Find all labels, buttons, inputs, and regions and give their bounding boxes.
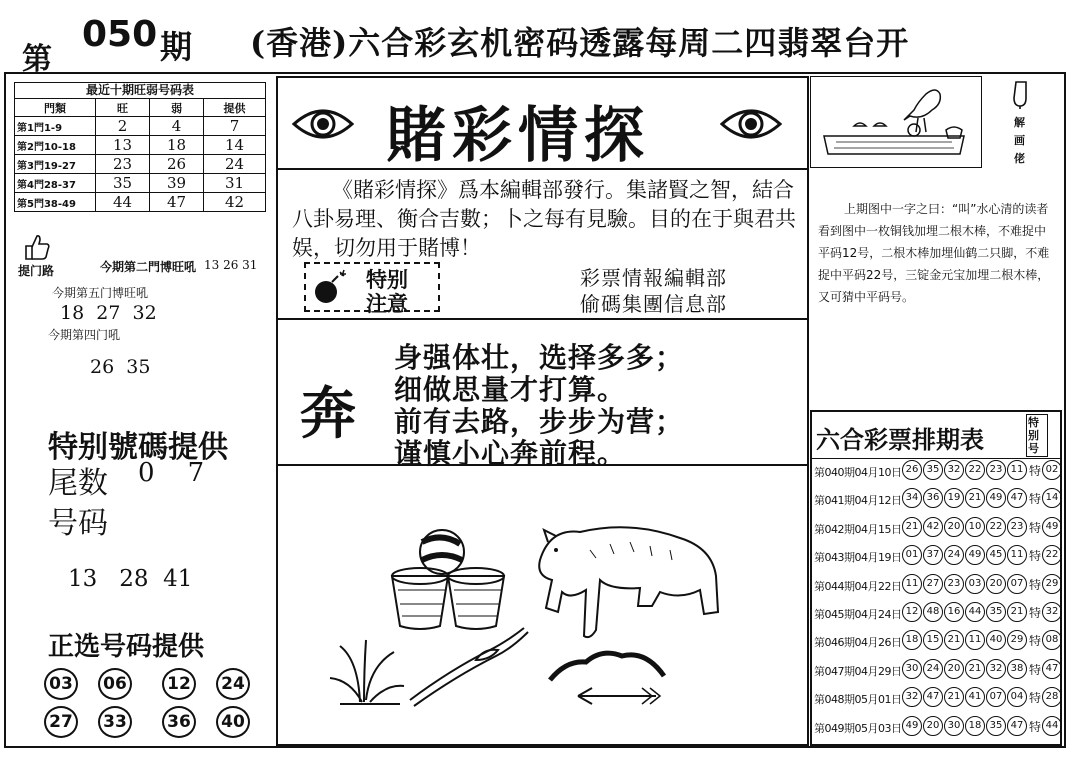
pick-number: 36 xyxy=(162,706,196,738)
table-row: 第5門38-49 44 47 42 xyxy=(15,193,266,212)
schedule-divider xyxy=(810,458,1062,459)
schedule-number: 38 xyxy=(1007,659,1027,679)
riddle-text: 上期图中一字之曰：“叫”水心清的读者看到图中一枚铜钱加埋二根木棒，不难捉中平码12号，二根木棒加埋仙鹤二只脚，不难捉中平码22号，三锭金元宝加埋二根木棒，又可猜中平码号。 xyxy=(818,202,1050,304)
tip-line-1-label: 今期第二門博旺吼 xyxy=(100,260,197,274)
schedule-number: 18 xyxy=(965,716,985,736)
schedule-number: 21 xyxy=(902,517,922,537)
schedule-row-label: 第047期04月29日 xyxy=(814,664,902,678)
special-mark: 特 xyxy=(1029,634,1042,649)
schedule-number: 32 xyxy=(902,687,922,707)
schedule-side-label: 特别号 xyxy=(1026,414,1048,457)
special-mark: 特 xyxy=(1029,520,1042,535)
eye-icon xyxy=(720,104,782,144)
schedule-number: 47 xyxy=(1007,716,1027,736)
schedule-special-number: 29 xyxy=(1042,574,1062,594)
table-caption: 最近十期旺弱号码表 xyxy=(14,82,266,98)
eye-icon xyxy=(292,104,354,144)
pointing-hand-icon xyxy=(1010,80,1034,110)
schedule-number: 27 xyxy=(923,574,943,594)
side-label-char: 解 xyxy=(1014,116,1025,129)
table-header: 門類 xyxy=(15,99,96,117)
pick-number: 12 xyxy=(162,668,196,700)
schedule-number: 26 xyxy=(902,460,922,480)
schedule-row-label: 第043期04月19日 xyxy=(814,551,902,565)
schedule-number: 22 xyxy=(986,517,1006,537)
side-label-char: 画 xyxy=(1014,134,1025,147)
schedule-number: 49 xyxy=(986,488,1006,508)
schedule-number: 35 xyxy=(986,716,1006,736)
schedule-number: 11 xyxy=(1007,545,1027,565)
table-header: 提供 xyxy=(204,99,266,117)
schedule-number: 10 xyxy=(965,517,985,537)
schedule-number: 23 xyxy=(986,460,1006,480)
schedule-number: 18 xyxy=(902,630,922,650)
schedule-number: 30 xyxy=(944,716,964,736)
schedule-row-label: 第044期04月22日 xyxy=(814,579,902,593)
schedule-special-number: 49 xyxy=(1042,517,1062,537)
schedule-special-number: 02 xyxy=(1042,460,1062,480)
riddle-illustration xyxy=(300,480,780,740)
schedule-number: 35 xyxy=(986,602,1006,622)
signature-1: 彩票情報編輯部 xyxy=(580,266,727,290)
pick-title: 正选号码提供 xyxy=(48,632,205,662)
schedule-number: 11 xyxy=(1007,460,1027,480)
issue-prefix: 第 xyxy=(22,42,52,77)
schedule-number: 23 xyxy=(1007,517,1027,537)
tip-line-1-numbers: 13 26 31 xyxy=(204,258,258,272)
page-header xyxy=(10,8,1070,77)
schedule-number: 19 xyxy=(944,488,964,508)
big-character: 奔 xyxy=(300,381,356,447)
special-mark: 特 xyxy=(1029,492,1042,507)
schedule-number: 44 xyxy=(965,602,985,622)
pick-number: 03 xyxy=(44,668,78,700)
schedule-number: 40 xyxy=(986,630,1006,650)
code-numbers: 13 28 41 xyxy=(68,566,193,592)
schedule-row-label: 第045期04月24日 xyxy=(814,608,902,621)
code-label: 号码 xyxy=(48,506,108,541)
bomb-icon xyxy=(310,268,350,308)
schedule-number: 07 xyxy=(986,687,1006,707)
schedule-number: 12 xyxy=(902,602,922,622)
schedule-row-label: 第042期04月15日 xyxy=(814,522,902,536)
special-mark: 特 xyxy=(1029,464,1042,478)
table-row: 第4門28-37 35 39 31 xyxy=(15,174,266,193)
schedule-number: 11 xyxy=(965,630,985,650)
schedule-row-label: 第048期05月01日 xyxy=(814,693,902,707)
schedule-title: 六合彩票排期表 xyxy=(816,425,984,454)
poem-line: 身强体壮，选择多多； xyxy=(394,341,685,374)
schedule-number: 30 xyxy=(902,659,922,679)
thumbs-up-icon xyxy=(22,232,52,262)
table-row: 第2門10-18 13 18 14 xyxy=(15,136,266,155)
schedule-number: 32 xyxy=(944,460,964,480)
schedule-number: 15 xyxy=(923,630,943,650)
schedule-number: 41 xyxy=(965,687,985,707)
schedule-number: 21 xyxy=(944,630,964,650)
schedule-number: 04 xyxy=(1007,687,1027,707)
table-row: 第3門19-27 23 26 24 xyxy=(15,155,266,174)
schedule-number: 03 xyxy=(965,574,985,594)
schedule-number: 49 xyxy=(965,545,985,565)
table-header: 旺 xyxy=(96,99,150,117)
schedule-number: 45 xyxy=(986,545,1006,565)
center-title: 賭彩情探 xyxy=(386,101,650,171)
schedule-number: 01 xyxy=(902,545,922,565)
schedule-number: 20 xyxy=(944,659,964,679)
schedule-number: 21 xyxy=(944,687,964,707)
schedule-number: 24 xyxy=(944,545,964,565)
hot-cold-table xyxy=(14,98,266,212)
signature-2: 偷碼集團信息部 xyxy=(580,292,727,316)
schedule-special-number: 14 xyxy=(1042,488,1062,508)
schedule-row-label: 第041期04月12日 xyxy=(814,494,902,508)
tip-line-3-label: 今期第四门吼 xyxy=(48,328,121,342)
intro-text: 《賭彩情探》爲本編輯部發行。集諸賢之智，結合八卦易理、衡合吉數；卜之每有見驗。目的在于與君共娱，切勿用于賭博！ xyxy=(292,178,796,260)
schedule-number: 23 xyxy=(944,574,964,594)
special-mark: 特 xyxy=(1029,691,1042,706)
page-title: (香港)六合彩玄机密码透露每周二四翡翠台开 xyxy=(250,24,910,62)
center-divider-2 xyxy=(276,318,809,320)
tip-label: 提门路 xyxy=(18,264,55,278)
schedule-number: 29 xyxy=(1007,630,1027,650)
schedule-row-label: 第049期05月03日 xyxy=(814,721,902,735)
side-label-char: 佬 xyxy=(1014,152,1025,165)
poem-line: 前有去路，步步为营； xyxy=(394,405,685,438)
schedule-number: 37 xyxy=(923,545,943,565)
special-mark: 特 xyxy=(1029,577,1042,592)
schedule-number: 42 xyxy=(923,517,943,537)
tail-numbers: 0 7 xyxy=(138,458,205,488)
special-mark: 特 xyxy=(1029,719,1042,734)
poem-line: 谨慎小心奔前程。 xyxy=(394,437,627,470)
schedule-number: 20 xyxy=(986,574,1006,594)
schedule-number: 21 xyxy=(965,659,985,679)
table-row: 第1門1-9 2 4 7 xyxy=(15,117,266,136)
schedule-special-number: 22 xyxy=(1042,545,1062,565)
special-mark: 特 xyxy=(1029,662,1042,677)
tip-line-3-numbers: 26 35 xyxy=(90,356,151,378)
schedule-special-number: 47 xyxy=(1042,659,1062,679)
schedule-number: 35 xyxy=(923,460,943,480)
poem-line: 细做思量才打算。 xyxy=(394,373,627,406)
schedule-special-number: 32 xyxy=(1042,602,1062,622)
schedule-number: 16 xyxy=(944,602,964,622)
schedule-special-number: 44 xyxy=(1042,716,1062,736)
pick-number: 06 xyxy=(98,668,132,700)
pick-number: 24 xyxy=(216,668,250,700)
schedule-number: 20 xyxy=(923,716,943,736)
schedule-number: 32 xyxy=(986,659,1006,679)
schedule-number: 36 xyxy=(923,488,943,508)
tail-label: 尾数 xyxy=(48,466,108,501)
schedule-number: 48 xyxy=(923,602,943,622)
schedule-number: 47 xyxy=(923,687,943,707)
special-mark: 特 xyxy=(1029,549,1042,564)
tip-line-2-label: 今期第五门博旺吼 xyxy=(52,286,149,300)
issue-suffix: 期 xyxy=(160,28,193,66)
schedule-special-number: 28 xyxy=(1042,687,1062,707)
schedule-number: 21 xyxy=(965,488,985,508)
issue-number: 050 xyxy=(82,14,158,55)
schedule-number: 22 xyxy=(965,460,985,480)
schedule-number: 24 xyxy=(923,659,943,679)
schedule-number: 47 xyxy=(1007,488,1027,508)
special-number-title: 特别號碼提供 xyxy=(48,430,228,465)
schedule-number: 34 xyxy=(902,488,922,508)
schedule-number: 21 xyxy=(1007,602,1027,622)
schedule-number: 20 xyxy=(944,517,964,537)
special-mark: 特 xyxy=(1029,606,1042,620)
pick-number: 33 xyxy=(98,706,132,738)
schedule-special-number: 08 xyxy=(1042,630,1062,650)
notice-line-1: 特别 xyxy=(366,267,408,292)
notice-line-2: 注意 xyxy=(366,291,408,316)
schedule-number: 49 xyxy=(902,716,922,736)
pick-number: 27 xyxy=(44,706,78,738)
schedule-row-label: 第040期04月10日 xyxy=(814,466,902,479)
schedule-row-label: 第046期04月26日 xyxy=(814,636,902,650)
crane-illustration xyxy=(814,80,978,166)
pick-number: 40 xyxy=(216,706,250,738)
table-header: 弱 xyxy=(150,99,204,117)
schedule-number: 07 xyxy=(1007,574,1027,594)
schedule-number: 11 xyxy=(902,574,922,594)
tip-line-2-numbers: 18 27 32 xyxy=(60,302,157,324)
